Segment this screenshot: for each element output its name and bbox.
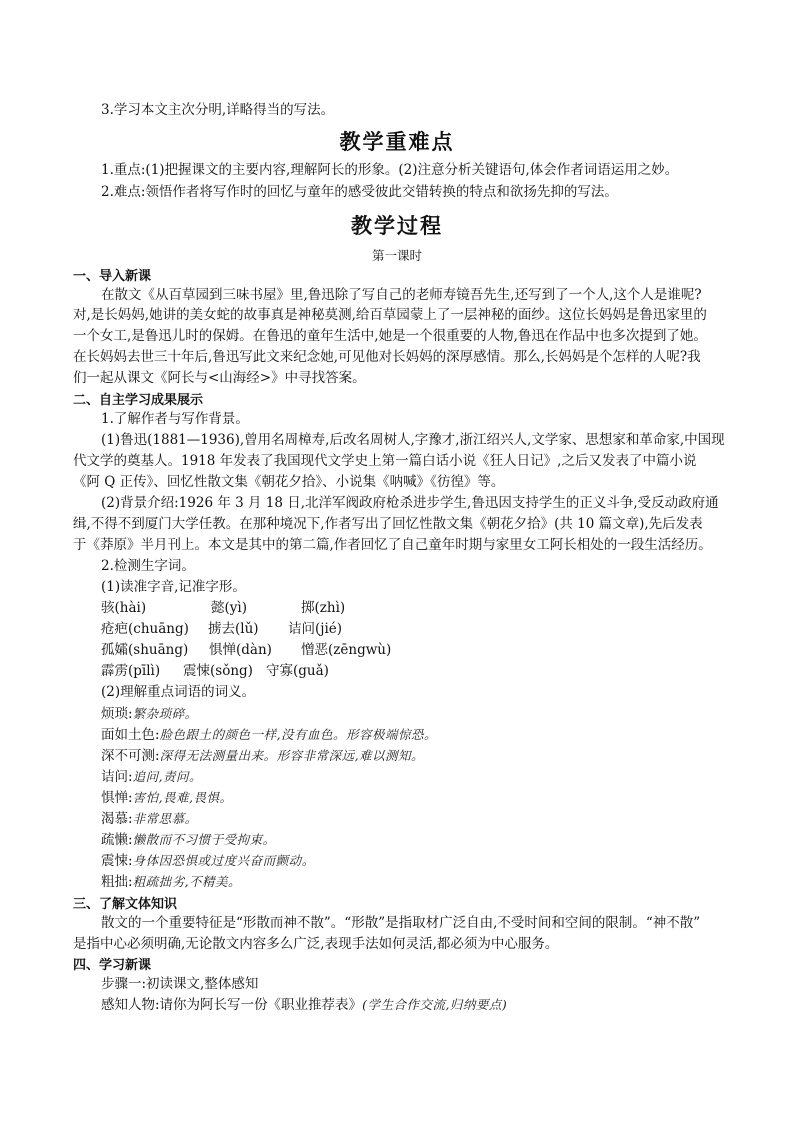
section-4-title: 四、学习新课 xyxy=(73,958,152,973)
vocab-definition: 脸色跟土的颜色一样,没有血色。形容极端惊恐。 xyxy=(159,727,438,742)
section-1-line: 对,是长妈妈,她讲的美女蛇的故事真是神秘莫测,给百草园蒙上了一层神秘的面纱。这位长妈妈是鲁迅家里的 xyxy=(73,307,707,323)
goal-3: 3.学习本文主次分明,详略得当的写法。 xyxy=(101,102,335,118)
pinyin-word: 震悚(sǒng) xyxy=(183,663,253,679)
vocab-term: 疏懒: xyxy=(101,832,133,848)
vocab-definition: 深得无法测量出来。形容非常深远,难以测知。 xyxy=(159,748,425,763)
section-3-line: 散文的一个重要特征是“形散而神不散”。“形散”是指取材广泛自由,不受时间和空间的限制。“神不散” xyxy=(101,915,701,931)
vocab-term: 诘问: xyxy=(101,769,133,785)
task-text: 感知人物:请你为阿长写一份《职业推荐表》 xyxy=(101,997,363,1013)
vocab-entry xyxy=(101,704,741,724)
section-1-line: 一个女工,是鲁迅儿时的保姆。在鲁迅的童年生活中,她是一个很重要的人物,鲁迅在作品中也多次提到了她。 xyxy=(73,328,707,344)
pinyin-row xyxy=(101,640,741,660)
vocab-term: 深不可测: xyxy=(101,748,160,764)
pinyin-word: 疮疤(chuāng) xyxy=(101,621,189,637)
pinyin-word: 掷(zhì) xyxy=(301,600,346,616)
s2-item-2-1: (1)读准字音,记准字形。 xyxy=(101,579,246,595)
vocab-definition: 粗疏拙劣,不精美。 xyxy=(132,874,242,889)
vocab-definition: 繁杂琐碎。 xyxy=(132,706,198,721)
author-line: (1)鲁迅(1881—1936),曾用名周樟寿,后改名周树人,字豫才,浙江绍兴人,文学家、思想家和革命家,中国现 xyxy=(101,432,725,448)
vocab-definition: 身体因恐惧或过度兴奋而颤动。 xyxy=(132,853,315,868)
vocab-entry xyxy=(101,872,741,892)
background-line: (2)背景介绍:1926 年 3 月 18 日,北洋军阀政府枪杀进步学生,鲁迅因支持学生的正义斗争,受反动政府通 xyxy=(101,495,719,511)
pinyin-word: 骇(hài) xyxy=(101,600,147,616)
vocab-entry xyxy=(101,746,741,766)
vocab-entry xyxy=(101,851,741,871)
pinyin-word: 惧惮(dàn) xyxy=(209,642,272,658)
section-3-title: 三、了解文体知识 xyxy=(73,897,178,912)
section-3-line: 是指中心必须明确,无论散文内容多么广泛,表现手法如何灵活,都必须为中心服务。 xyxy=(73,936,559,952)
task-note: (学生合作交流,归纳要点) xyxy=(362,997,508,1012)
background-line: 于《莽原》半月刊上。本文是其中的第二篇,作者回忆了自己童年时期与家里女工阿长相处的一段生活经历。 xyxy=(73,537,712,553)
vocab-definition: 懒散而不习惯于受拘束。 xyxy=(132,832,276,847)
heading-teaching-difficulty: 教学重难点 xyxy=(339,129,455,154)
pinyin-word: 憎恶(zēngwù) xyxy=(301,642,392,658)
author-line: 代文学的奠基人。1918 年发表了我国现代文学史上第一篇白话小说《狂人日记》,之后又发表了中篇小说 xyxy=(73,453,697,469)
pinyin-row xyxy=(101,619,741,639)
vocab-entry xyxy=(101,809,741,829)
s2-item-2-2: (2)理解重点词语的词义。 xyxy=(101,684,256,700)
s2-item-1: 1.了解作者与写作背景。 xyxy=(101,411,249,427)
key-point-2: 2.难点:领悟作者将写作时的回忆与童年的感受彼此交错转换的特点和欲扬先抑的写法。 xyxy=(101,184,618,200)
vocab-entry xyxy=(101,767,741,787)
pinyin-word: 诘问(jié) xyxy=(288,621,343,637)
vocab-entry xyxy=(101,725,741,745)
section-1-line: 们一起从课文《阿长与<山海经>》中寻找答案。 xyxy=(73,370,366,386)
lesson-label: 第一课时 xyxy=(371,248,422,263)
pinyin-word: 掳去(lǔ) xyxy=(208,621,259,637)
author-line: 《阿 Q 正传》、回忆性散文集《朝花夕拾》、小说集《呐喊》《彷徨》等。 xyxy=(73,474,505,490)
key-point-1: 1.重点:(1)把握课文的主要内容,理解阿长的形象。(2)注意分析关键语句,体会作者词语运用之妙。 xyxy=(101,162,679,178)
vocab-term: 粗拙: xyxy=(101,874,133,890)
vocab-definition: 追问,责问。 xyxy=(132,769,203,784)
background-line: 缉,不得不到厦门大学任教。在那种境况下,作者写出了回忆性散文集《朝花夕拾》(共 10 篇文章),先后发表 xyxy=(73,516,703,532)
vocab-term: 面如土色: xyxy=(101,727,160,743)
section-1-title: 一、导入新课 xyxy=(73,269,152,284)
pinyin-word: 守寡(guǎ) xyxy=(266,663,329,679)
section-1-line: 在散文《从百草园到三味书屋》里,鲁迅除了写自己的老师寿镜吾先生,还写到了一个人,这个人是谁呢? xyxy=(101,287,702,303)
task-line xyxy=(101,995,741,1015)
step-1: 步骤一:初读课文,整体感知 xyxy=(101,976,259,992)
vocab-entry xyxy=(101,830,741,850)
vocab-term: 惧惮: xyxy=(101,790,133,806)
pinyin-row xyxy=(101,661,741,681)
section-2-title: 二、自主学习成果展示 xyxy=(73,393,204,408)
pinyin-word: 霹雳(pīlì) xyxy=(101,663,161,679)
vocab-entry xyxy=(101,788,741,808)
pinyin-row xyxy=(101,598,741,618)
vocab-definition: 非常思慕。 xyxy=(132,811,198,826)
section-1-line: 在长妈妈去世三十年后,鲁迅写此文来纪念她,可见他对长妈妈的深厚感情。那么,长妈妈是个怎样的人呢?我 xyxy=(73,349,701,365)
s2-item-2: 2.检测生字词。 xyxy=(101,558,195,574)
pinyin-word: 孤孀(shuāng) xyxy=(101,642,189,658)
vocab-term: 震悚: xyxy=(101,853,133,869)
vocab-term: 烦琐: xyxy=(101,706,133,722)
pinyin-word: 懿(yì) xyxy=(211,600,247,616)
vocab-term: 渴慕: xyxy=(101,811,133,827)
vocab-definition: 害怕,畏难,畏惧。 xyxy=(132,790,233,805)
heading-teaching-process: 教学过程 xyxy=(351,213,443,238)
